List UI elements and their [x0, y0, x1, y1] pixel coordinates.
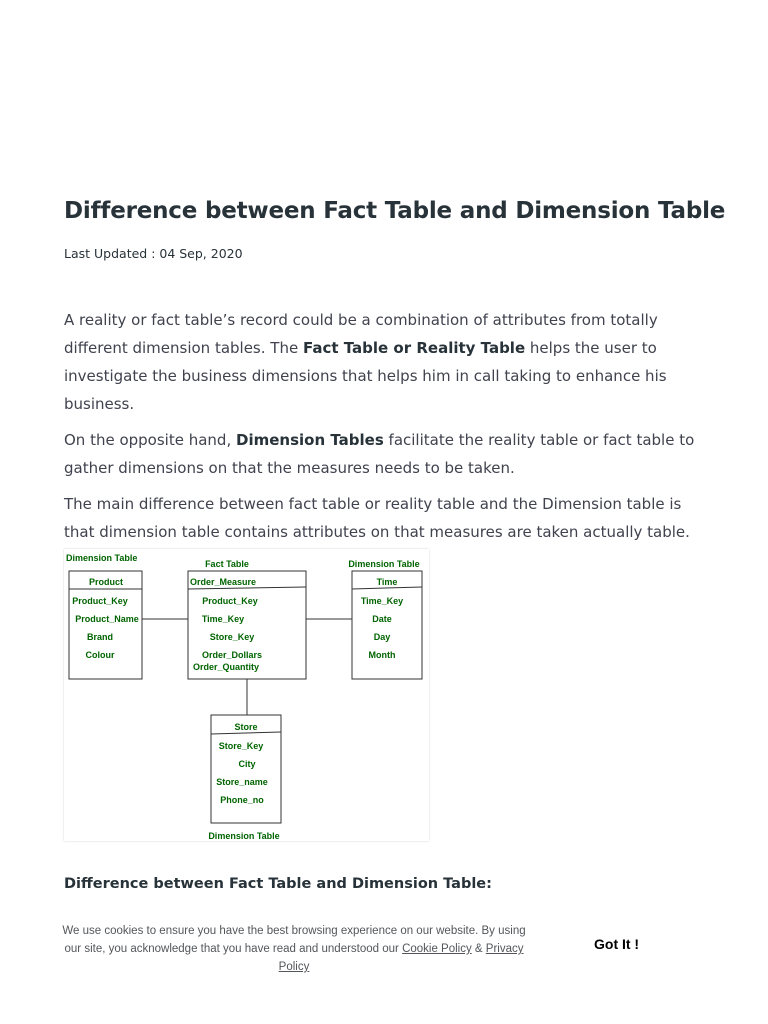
paragraph-3: The main difference between fact table or reality table and the Dimension table is that dimension table contains attributes on that measures are taken actually table.: [64, 495, 690, 541]
page-title: Difference between Fact Table and Dimension Table: [64, 198, 726, 224]
time-field: Month: [368, 650, 396, 660]
section-subheading: Difference between Fact Table and Dimension Table:: [64, 876, 492, 892]
cookie-consent-bar: [0, 908, 768, 988]
fact-field: Store_Key: [209, 632, 255, 642]
time-field: Time_Key: [360, 596, 404, 606]
cookie-message-text: We use cookies to ensure you have the best browsing experience on our website. By using our site, you acknowledge that you have read and understood our: [62, 925, 526, 955]
paragraph-2: [64, 426, 714, 482]
store-field: Phone_no: [220, 795, 264, 805]
schema-diagram: [64, 549, 429, 841]
fact-field: Product_Key: [202, 596, 258, 606]
fact-field: Order_Dollars: [201, 650, 263, 660]
cookie-amp: &: [471, 943, 486, 955]
product-field: Brand: [86, 632, 114, 642]
time-field: Day: [373, 632, 391, 642]
store-field: Store_Key: [218, 741, 264, 751]
privacy-policy-link[interactable]: Privacy Policy: [278, 943, 524, 973]
fact-field: Time_Key: [201, 614, 245, 624]
product-table-box: [69, 571, 142, 679]
time-field: Date: [372, 614, 392, 624]
product-field: Product_Key: [72, 596, 128, 606]
paragraph-1-text-c: helps the user to investigate the business dimensions that helps him in call taking to enhance his business.: [64, 339, 667, 413]
cookie-message: [62, 922, 526, 976]
product-table-caption: Dimension Table: [66, 553, 138, 563]
got-it-button[interactable]: Got It !: [588, 934, 645, 954]
store-field: Store_name: [216, 777, 268, 787]
store-field: City: [238, 759, 256, 769]
product-table-header: Product: [88, 577, 124, 587]
last-updated: Last Updated : 04 Sep, 2020: [64, 246, 243, 261]
fact-field: Order_Quantity: [192, 662, 260, 672]
paragraph-1-text-a: A reality or fact table’s record could be a combination of attributes from totally different dimension tables. The: [64, 311, 658, 357]
fact-table-divider: [188, 587, 306, 589]
store-table-divider: [211, 732, 281, 734]
time-table-divider: [352, 587, 422, 589]
store-table-header: Store: [234, 722, 258, 732]
article-body: [64, 306, 714, 554]
time-table-header: Time: [376, 577, 398, 587]
product-field: Colour: [85, 650, 115, 660]
time-table-caption: Dimension Table: [348, 559, 420, 569]
schema-diagram-svg: [64, 549, 429, 841]
fact-table-caption: Fact Table: [205, 559, 249, 569]
store-table-caption: Dimension Table: [208, 831, 280, 841]
paragraph-1-bold: Fact Table or Reality Table: [302, 339, 526, 357]
paragraph-2-text-c: facilitate the reality table or fact table to gather dimensions on that the measures needs to be taken.: [64, 431, 695, 477]
product-field: Product_Name: [75, 614, 139, 624]
paragraph-1: [64, 306, 714, 418]
paragraph-2-bold: Dimension Tables: [236, 431, 384, 449]
paragraph-2-text-a: On the opposite hand,: [64, 431, 236, 449]
cookie-policy-link[interactable]: Cookie Policy: [402, 943, 472, 955]
fact-table-header: Order_Measure: [189, 577, 257, 587]
